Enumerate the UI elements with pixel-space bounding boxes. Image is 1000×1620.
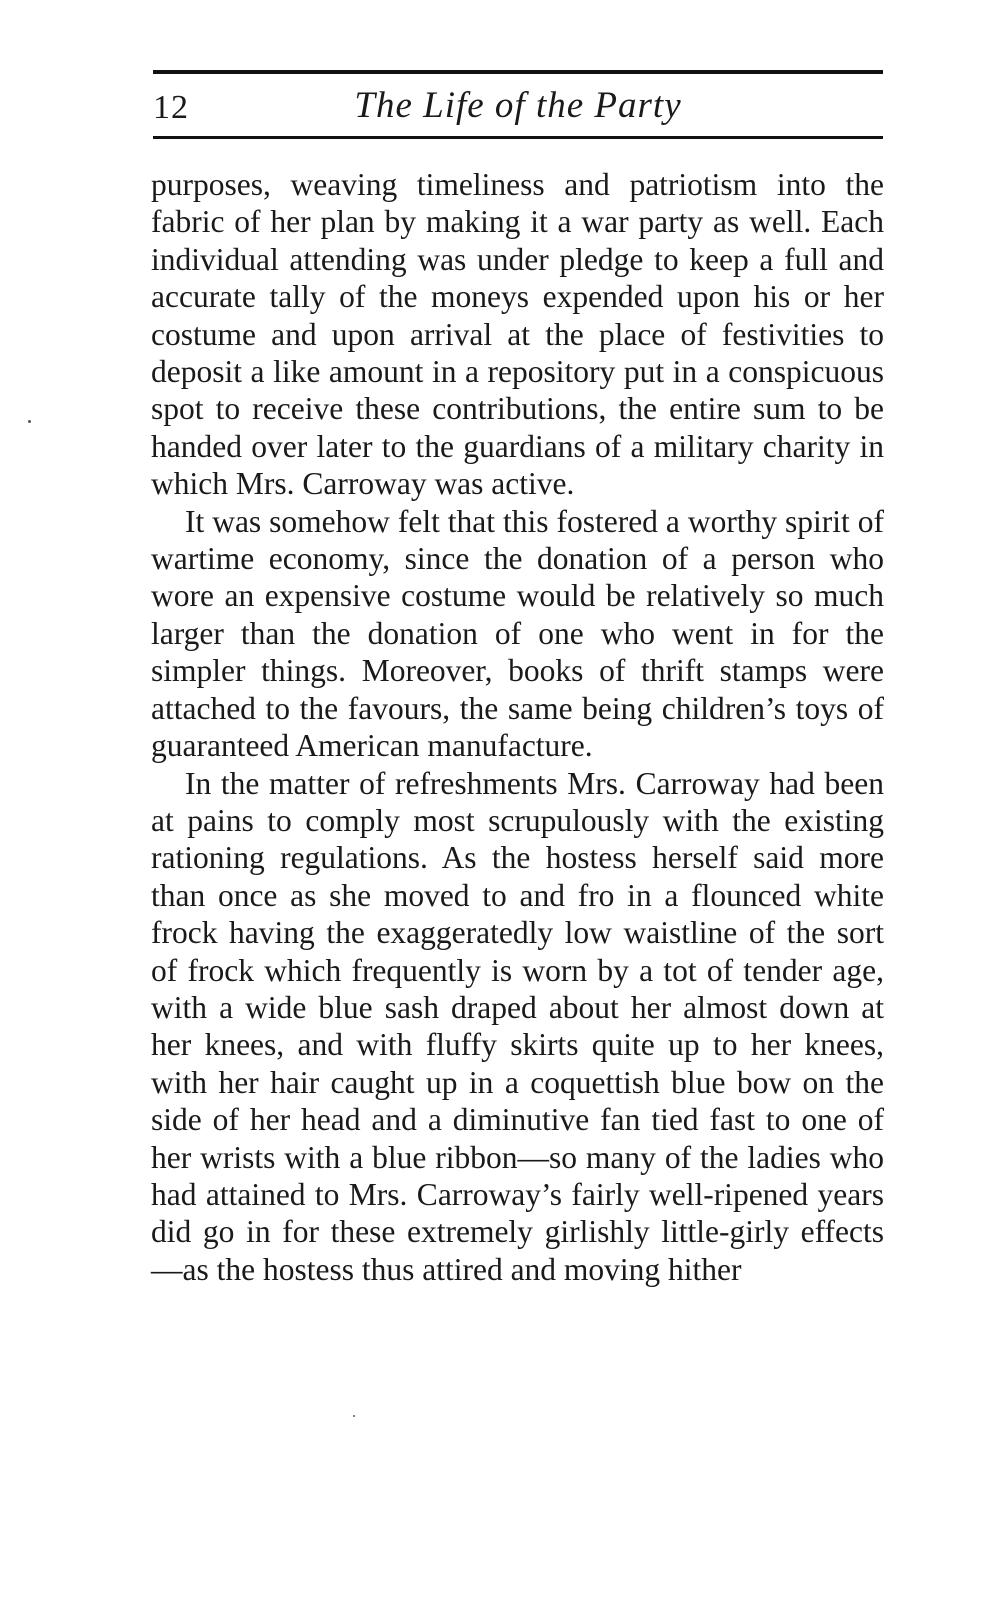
paragraph-2: It was somehow felt that this fostered a worthy spirit of wartime economy, since the donation of a person who wore an expensive costume would be relatively so much larger than the donation of one who went in for the simpler things. Moreover, books of thrift stamps were attached to the favours, the same being children’s toys of guaranteed American manufacture. [151,503,884,764]
header-bottom-rule [153,136,883,139]
running-title: The Life of the Party [354,85,682,126]
paragraph-3: In the matter of refreshments Mrs. Carroway had been at pains to comply most scrupulously with the existing rationing regulations. As the hostess herself said more than once as she moved to and fro in a flounced white frock having the exaggeratedly low waistline of the sort of frock which frequently is worn by a tot of tender age, with a wide blue sash draped about her almost down at her knees, and with fluffy skirts quite up to her knees, with her hair caught up in a coquettish blue bow on the side of her head and a diminutive fan tied fast to one of her wrists with a blue ribbon—so many of the ladies who had attained to Mrs. Carroway’s fairly well-ripened years did go in for these extremely girlishly little-girly effects—as the hostess thus attired and moving hither [151,765,884,1287]
scan-speck [353,1415,355,1417]
paragraph-1: purposes, weaving timeliness and patriotism into the fabric of her plan by making it a war party as well. Each individual attending was under pledge to keep a full and accurate tally of the moneys expended upon his or her costume and upon arrival at the place of festivities to deposit a like amount in a repository put in a conspicuous spot to receive these contributions, the entire sum to be handed over later to the guardians of a military charity in which Mrs. Carroway was active. [151,167,884,502]
page-number: 12 [153,89,189,126]
body-text [151,166,884,1288]
header-top-rule [153,70,883,74]
running-header [153,82,883,132]
scan-speck [28,420,31,423]
